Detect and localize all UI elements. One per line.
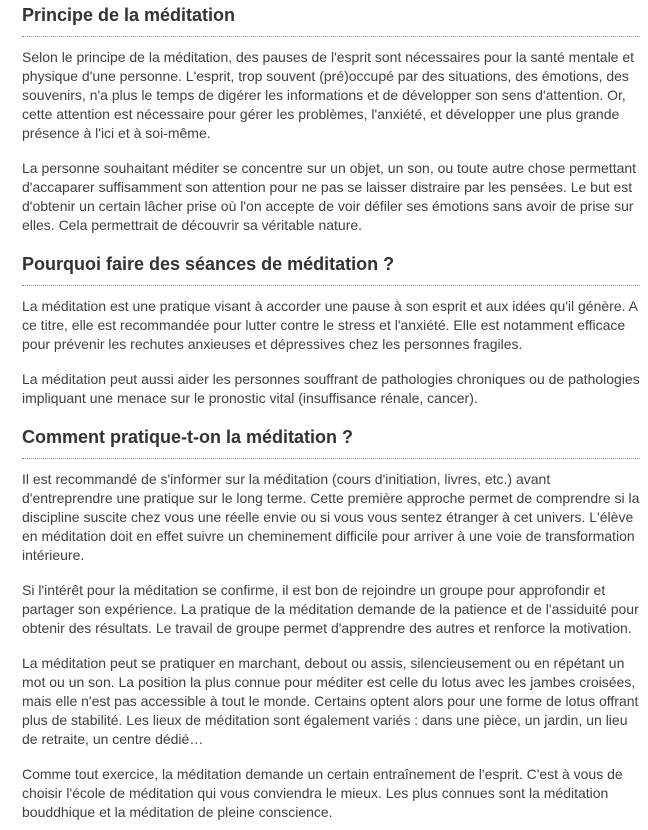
- paragraph: Si l'intérêt pour la méditation se confirme, il est bon de rejoindre un groupe pour approfondir et partager son expérience. La pratique de la méditation demande de la patience et de l'assiduité pour obtenir des résultats. Le travail de groupe permet d'apprendre des autres et renforce la motivation.: [22, 582, 639, 636]
- section-comment: [22, 408, 640, 822]
- paragraph: La méditation peut se pratiquer en marchant, debout ou assis, silencieusement ou en répétant un mot ou un son. La position la plus connue pour méditer est celle du lotus avec les jambes croisées, mais elle n'est pas accessible à tout le monde. Certains optent alors pour une forme de lotus offrant plus de stabilité. Les lieux de méditation sont également variés : dans une pièce, un jardin, un lieu de retraite, un centre dédié…: [22, 655, 639, 747]
- paragraph: La méditation peut aussi aider les personnes souffrant de pathologies chroniques ou de pathologies impliquant une menace sur le pronostic vital (insuffisance rénale, cancer).: [22, 371, 640, 406]
- section-title: Principe de la méditation: [22, 0, 640, 37]
- paragraph: Comme tout exercice, la méditation demande un certain entraînement de l'esprit. C'est à vous de choisir l'école de méditation qui vous conviendra le mieux. Les plus connues sont la méditation bouddhique et la méditation de pleine conscience.: [22, 766, 623, 820]
- paragraph: La personne souhaitant méditer se concentre sur un objet, un son, ou toute autre chose permettant d'accaparer suffisamment son attention pour ne pas se laisser distraire par les pensées. Le but est d'obtenir un certain lâcher prise où l'on accepte de voir défiler ses émotions sans avoir de prise sur elles. Cela permettrait de découvrir sa véritable nature.: [22, 160, 637, 233]
- paragraph: La méditation est une pratique visant à accorder une pause à son esprit et aux idées qu'il génère. A ce titre, elle est recommandée pour lutter contre le stress et l'anxiété. Elle est notamment efficace pour prévenir les rechutes anxieuses et dépressives chez les personnes fragiles.: [22, 298, 638, 352]
- section-pourquoi: [22, 235, 640, 408]
- section-title: Pourquoi faire des séances de méditation ?: [22, 235, 640, 286]
- paragraph: Il est recommandé de s'informer sur la méditation (cours d'initiation, livres, etc.) avant d'entreprendre une pratique sur le long terme. Cette première approche permet de comprendre si la discipline suscite chez vous une réelle envie ou si vous vous sentez étranger à cet univers. L'élève en méditation doit en effet suivre un cheminement difficile pour arriver à une voie de transformation intérieure.: [22, 471, 640, 563]
- section-title: Comment pratique-t-on la méditation ?: [22, 408, 640, 459]
- paragraph: Selon le principe de la méditation, des pauses de l'esprit sont nécessaires pour la santé mentale et physique d'une personne. L'esprit, trop souvent (pré)occupé par des situations, des émotions, des souvenirs, n'a plus le temps de digérer les informations et de développer son sens d'attention. Or, cette attention est nécessaire pour gérer les problèmes, l'anxiété, et développer une plus grande présence à l'ici et à soi-même.: [22, 49, 635, 141]
- section-principe: [22, 0, 640, 235]
